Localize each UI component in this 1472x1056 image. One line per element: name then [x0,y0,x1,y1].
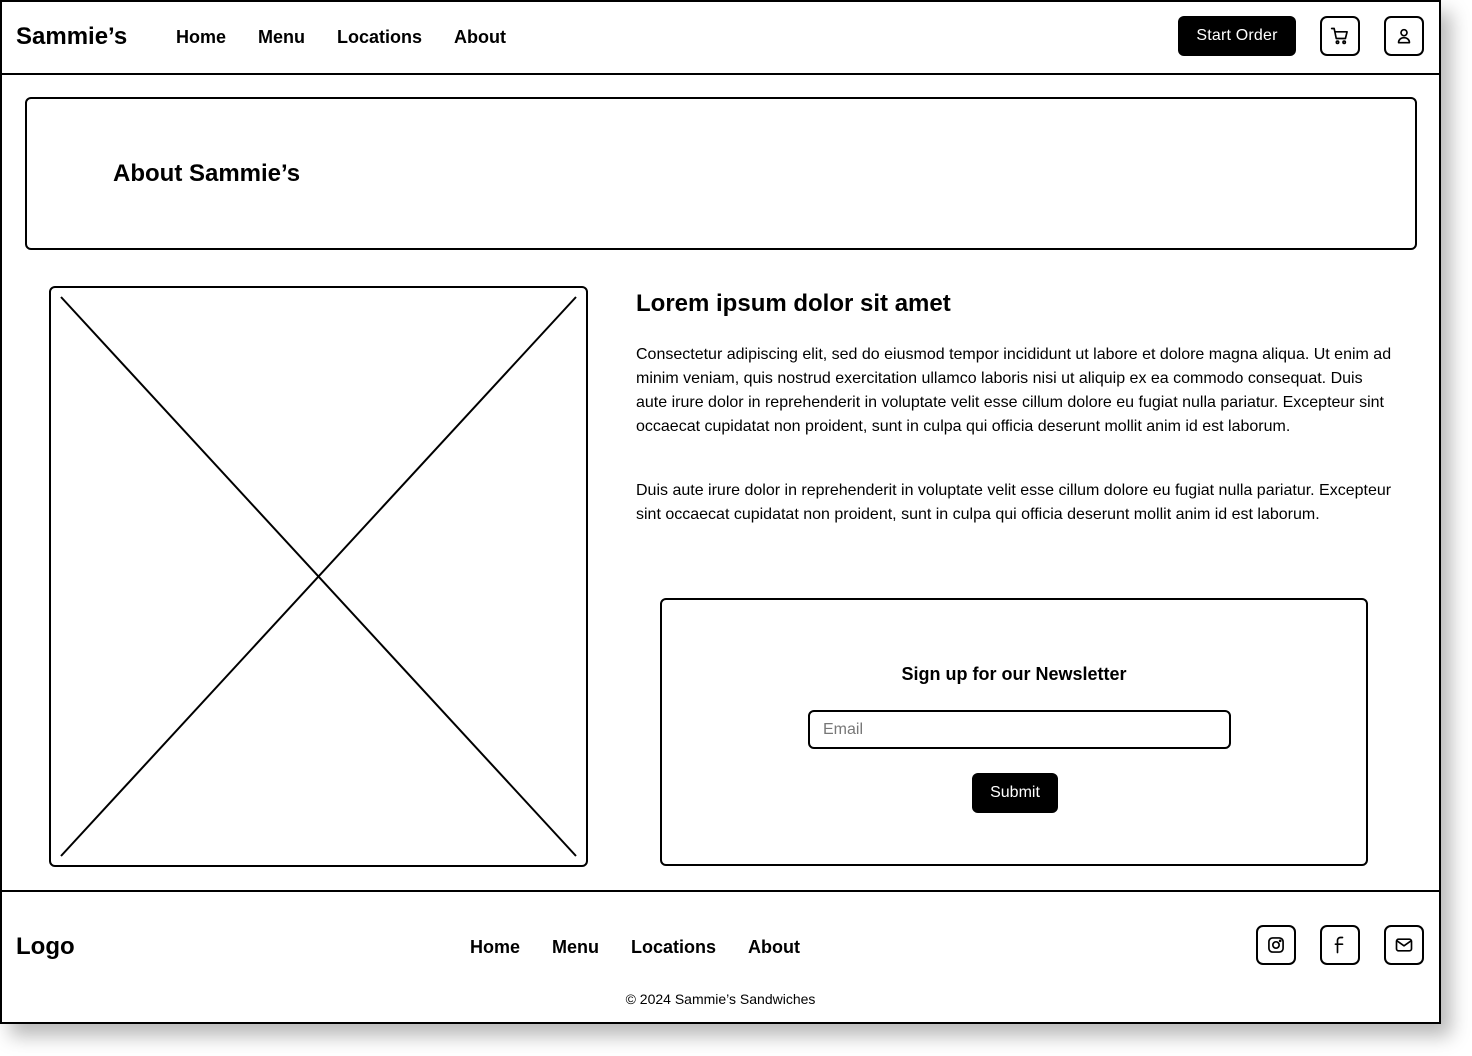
footer-nav-locations[interactable]: Locations [631,937,717,957]
site-header [2,2,1439,75]
footer-nav [470,936,832,958]
email-field[interactable] [808,710,1231,749]
copyright-text: © 2024 Sammie’s Sandwiches [625,991,816,1007]
placeholder-cross [51,288,586,865]
instagram-icon [1266,935,1286,955]
brand-name[interactable]: Sammie’s [16,23,128,50]
footer-nav-menu[interactable]: Menu [552,937,600,957]
submit-button[interactable]: Submit [972,773,1058,813]
paragraph-1: Consectetur adipiscing elit, sed do eiusmod tempor incididunt ut labore et dolore magna aliqua. Ut enim ad minim veniam, quis nostrud exercitation ullamco laboris nisi ut aliquip ex ea commodo consequat. Duis aute irure dolor in reprehenderit in voluptate velit esse cillum dolore eu fugiat nulla pariatur. Excepteur sint occaecat cupidatat non proident, sunt in culpa qui officia deserunt mollit anim id est laborum. [636,346,1392,435]
image-placeholder [49,286,588,867]
start-order-button[interactable]: Start Order [1178,16,1296,56]
nav-home[interactable]: Home [176,27,227,47]
user-icon [1394,26,1414,46]
site-footer [2,890,1439,1024]
footer-nav-home[interactable]: Home [470,937,521,957]
nav-menu[interactable]: Menu [258,27,306,47]
newsletter-title: Sign up for our Newsletter [901,664,1127,684]
nav-locations[interactable]: Locations [337,27,423,47]
content-heading: Lorem ipsum dolor sit amet [636,290,951,317]
about-content [636,286,1396,523]
instagram-button[interactable] [1256,925,1296,965]
facebook-button[interactable] [1320,925,1360,965]
nav-about[interactable]: About [454,27,507,47]
footer-logo[interactable]: Logo [16,933,75,960]
shopping-cart-icon [1330,26,1350,46]
cart-button[interactable] [1320,16,1360,56]
facebook-icon [1330,935,1350,955]
page-title: About Sammie’s [113,160,301,187]
account-button[interactable] [1384,16,1424,56]
main-nav [176,26,538,48]
mail-icon [1394,935,1414,955]
footer-nav-about[interactable]: About [748,937,801,957]
newsletter-card [660,598,1368,866]
paragraph-2: Duis aute irure dolor in reprehenderit in voluptate velit esse cillum dolore eu fugiat nulla pariatur. Excepteur sint occaecat cupidatat non proident, sunt in culpa qui officia deserunt mollit anim id est laborum. [636,482,1392,523]
hero-banner [25,97,1417,250]
email-button[interactable] [1384,925,1424,965]
